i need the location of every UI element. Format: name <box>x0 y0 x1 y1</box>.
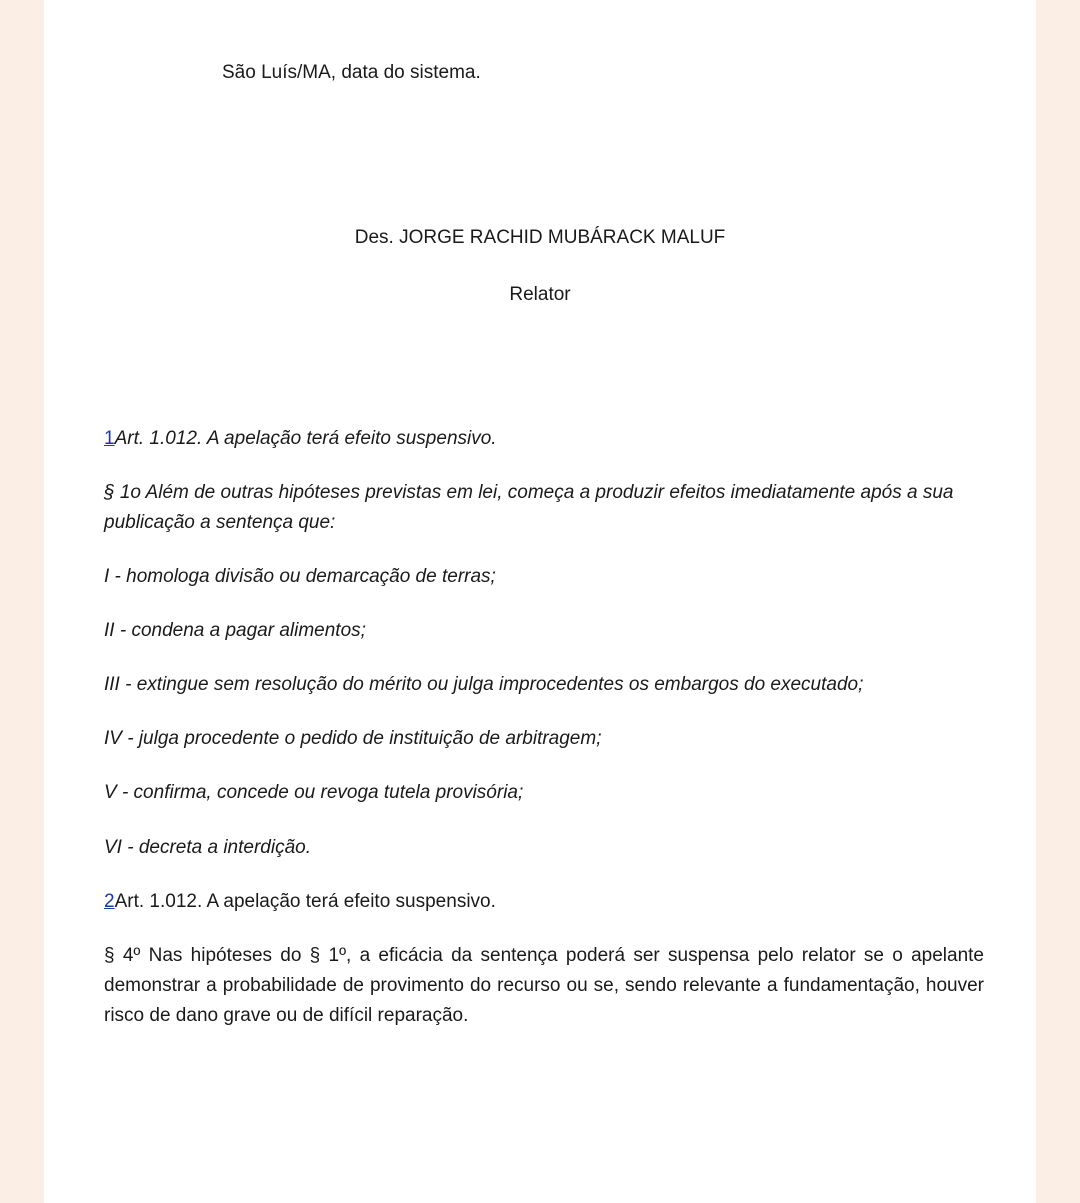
footnote-1-heading <box>104 424 497 454</box>
footnote-2-link[interactable]: 2 <box>104 891 115 912</box>
footnote-1-item-1: I - homologa divisão ou demarcação de terras; <box>104 566 496 587</box>
judge-name: Des. JORGE RACHID MUBÁRACK MALUF <box>354 227 726 248</box>
place-date: São Luís/MA, data do sistema. <box>222 62 481 83</box>
judge-role: Relator <box>509 284 571 305</box>
footnote-1-paragraph: § 1o Além de outras hipóteses previstas em lei, começa a produzir efeitos imediatamente após a sua publicação a sentença que: <box>104 482 954 533</box>
footnote-1-item-2: II - condena a pagar alimentos; <box>104 620 366 641</box>
footnote-2-heading <box>104 887 496 917</box>
footnote-1-heading-text: Art. 1.012. A apelação terá efeito suspensivo. <box>114 428 497 449</box>
footnote-1-item-3: III - extingue sem resolução do mérito ou julga improcedentes os embargos do executado; <box>104 674 864 695</box>
footnote-1-item-6: VI - decreta a interdição. <box>104 837 311 858</box>
footnote-1-link[interactable]: 1 <box>104 428 115 449</box>
footnote-2-heading-text: Art. 1.012. A apelação terá efeito suspensivo. <box>114 891 496 912</box>
footnote-1-item-5: V - confirma, concede ou revoga tutela provisória; <box>104 782 524 803</box>
footnote-2-paragraph: § 4º Nas hipóteses do § 1º, a eficácia da sentença poderá ser suspensa pelo relator se o apelante demonstrar a probabilidade de provimento do recurso ou se, sendo relevante a fundamentação, houver risco de dano grave ou de difícil reparação. <box>104 945 984 1026</box>
document-page <box>44 0 1036 1203</box>
footnote-1-item-4: IV - julga procedente o pedido de instituição de arbitragem; <box>104 728 602 749</box>
